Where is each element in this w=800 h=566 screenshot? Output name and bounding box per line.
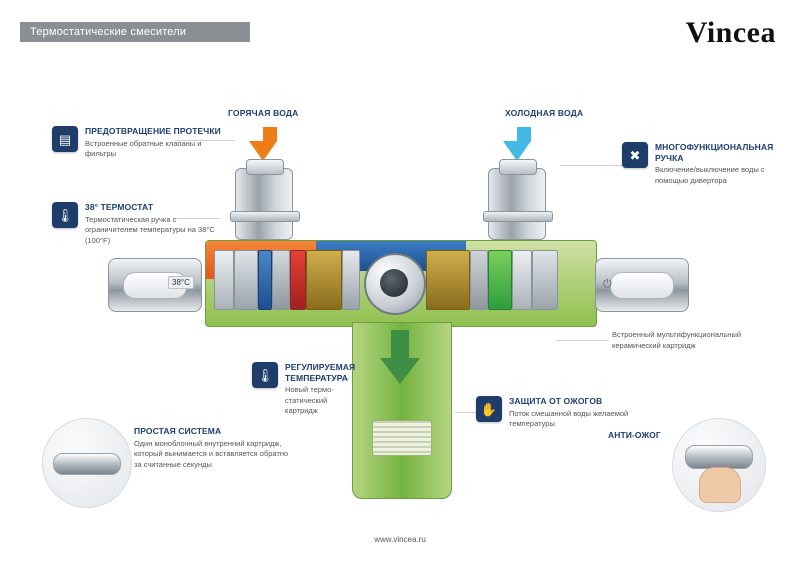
- callout-simple-system: [134, 426, 289, 470]
- callout-title: 38° ТЕРМОСТАТ: [85, 202, 154, 212]
- cartridge-seg-brass-2: [426, 250, 470, 310]
- cartridge-seg-red: [290, 250, 306, 310]
- leader-line-ceramic: [556, 340, 608, 341]
- cartridge-seg-chrome-4: [342, 250, 360, 310]
- footer-url[interactable]: www.vincea.ru: [374, 535, 426, 544]
- cartridge-seg-chrome-5: [470, 250, 488, 310]
- page-title: Термостатические смесители: [30, 26, 187, 38]
- cartridge-seg-chrome-1: [214, 250, 234, 310]
- cartridge-seg-green: [488, 250, 512, 310]
- callout-thermostat-38: [52, 202, 227, 246]
- hot-water-label: ГОРЯЧАЯ ВОДА: [228, 108, 299, 118]
- cold-water-label: ХОЛОДНАЯ ВОДА: [505, 108, 584, 118]
- cold-water-arrow: [503, 127, 531, 161]
- callout-title: РЕГУЛИРУЕМАЯ ТЕМПЕРАТУРА: [285, 362, 356, 383]
- mixed-water-flow-arrow: [380, 330, 420, 384]
- leader-line-handle: [560, 165, 622, 166]
- cartridge-seg-chrome-6: [512, 250, 532, 310]
- leader-line-scald: [455, 412, 477, 413]
- callout-text: Один моноблочный внутренний картридж, который вынимается и вставляется обратно за считанные секунды: [134, 438, 289, 469]
- photo-simple-system: [42, 418, 132, 508]
- callout-title: ПРОСТАЯ СИСТЕМА: [134, 426, 222, 436]
- brand-logo: Vincea: [685, 16, 776, 49]
- photo-anti-scald: [672, 418, 766, 512]
- hot-inlet-cap: [235, 168, 293, 240]
- callout-text: Новый термо-статический картридж: [285, 385, 334, 416]
- callout-text: Встроенные обратные клапаны и фильтры: [85, 138, 202, 159]
- cartridge-seg-blue: [258, 250, 272, 310]
- cartridge-seg-chrome-2: [234, 250, 258, 310]
- callout-title: ЗАЩИТА ОТ ОЖОГОВ: [509, 396, 603, 406]
- callout-text: Поток смешанной воды желаемой температуры: [509, 408, 629, 429]
- callout-text: Термостатическая ручка с ограничителем температуры на 38°C (100°F): [85, 214, 215, 245]
- callout-adjustable-temperature: [252, 362, 356, 417]
- temperature-badge: 38°C: [168, 276, 194, 289]
- callout-title: АНТИ-ОЖОГ: [608, 430, 661, 440]
- thermometer-icon: 🌡: [52, 202, 78, 228]
- callout-title: ПРЕДОТВРАЩЕНИЕ ПРОТЕЧКИ: [85, 126, 221, 136]
- thermometer-icon: 🌡: [252, 362, 278, 388]
- hand-icon: ✋: [476, 396, 502, 422]
- callout-text: Включение/выключение воды с помощью дивертора: [655, 165, 765, 185]
- cartridge-seg-chrome-7: [532, 250, 558, 310]
- callout-leak-prevention: [52, 126, 227, 160]
- ceramic-cartridge-core: [364, 253, 426, 315]
- filter-icon: ▤: [52, 126, 78, 152]
- cartridge-seg-brass-1: [306, 250, 342, 310]
- cold-inlet-cap: [488, 168, 546, 240]
- spout-outlet: [372, 420, 432, 456]
- callout-title: МНОГОФУНКЦИОНАЛЬНАЯ РУЧКА: [655, 142, 774, 163]
- hot-water-arrow: [249, 127, 277, 161]
- header-tag: [20, 22, 250, 42]
- power-icon: ⏻: [603, 278, 612, 290]
- note-ceramic-cartridge: [612, 330, 772, 351]
- callout-multifunction-handle: [622, 142, 782, 186]
- cartridge-seg-chrome-3: [272, 250, 290, 310]
- note-text: Встроенный мультифункциональный керамический картридж: [612, 330, 742, 350]
- diverter-icon: ✖: [622, 142, 648, 168]
- callout-scald-protection: [476, 396, 636, 430]
- callout-anti-scald: [608, 430, 678, 441]
